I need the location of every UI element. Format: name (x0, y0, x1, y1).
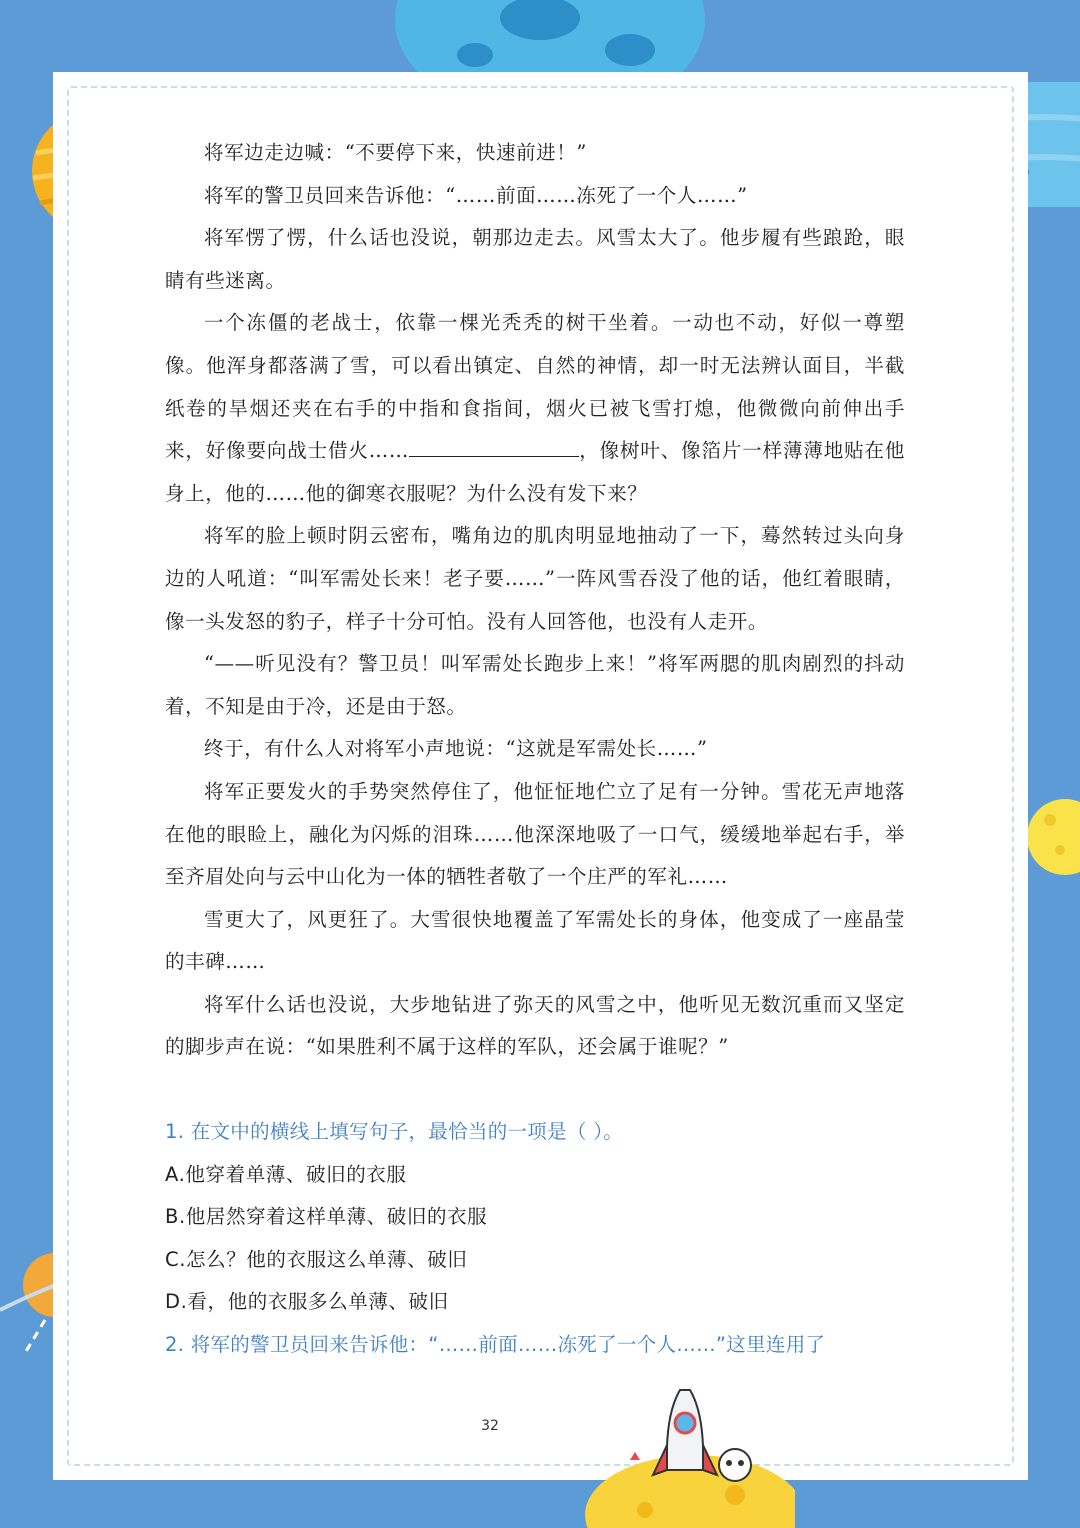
moon-illustration (1025, 795, 1080, 880)
story-paragraph: 将军的警卫员回来告诉他：“……前面……冻死了一个人……” (204, 183, 748, 207)
option-key: A. (165, 1162, 186, 1186)
story-paragraph: 将军什么话也没说，大步地钻进了弥天的风雪之中，他听见无数沉重而又坚定的脚步声在说：“如果胜利不属于这样的军队，还会属于谁呢？” (165, 992, 905, 1059)
story-paragraph: “——听见没有？警卫员！叫军需处长跑步上来！”将军两腮的肌肉剧烈的抖动着，不知是由于冷，还是由于怒。 (165, 652, 905, 718)
worksheet-page (53, 72, 1028, 1480)
story-paragraph: 将军愣了愣，什么话也没说，朝那边走去。风雪太大了。他步履有些踉跄，眼睛有些迷离。 (165, 226, 905, 292)
option-c (165, 1239, 905, 1282)
option-text: 他穿着单薄、破旧的衣服 (185, 1162, 407, 1186)
paragraph-text-before-blank: 一个冻僵的老战士，依靠一棵光秃秃的树干坐着。一动也不动，好似一尊塑像。他浑身都落满了雪，可以看出镇定、自然的神情，却一时无法辨认面目，半截纸卷的旱烟还夹在右手的中指和食指间，烟火已被飞雪打熄，他微微向前伸出手来，好像要向战士借火…… (165, 311, 905, 463)
option-key: D. (165, 1290, 188, 1314)
option-text: 他居然穿着这样单薄、破旧的衣服 (185, 1205, 488, 1229)
story-paragraph: 将军边走边喊：“不要停下来，快速前进！” (204, 141, 587, 164)
story-paragraph: 终于，有什么人对将军小声地说：“这就是军需处长……” (204, 737, 708, 761)
option-key: C. (165, 1247, 187, 1271)
question-1: 1. 在文中的横线上填写句子，最恰当的一项是（ ）。 (165, 1120, 624, 1144)
option-d (165, 1281, 905, 1324)
paragraph-text-after-blank: ，像树叶、像箔片一样薄薄地贴在他身上，他的……他的御寒衣服呢？为什么没有发下来？ (165, 439, 905, 505)
option-key: B. (165, 1205, 186, 1229)
reading-passage (165, 132, 905, 1367)
story-paragraph: 将军的脸上顿时阴云密布，嘴角边的肌肉明显地抽动了一下，蓦然转过头向身边的人吼道：“叫军需处长来！老子要……”一阵风雪吞没了他的话，他红着眼睛，像一头发怒的豹子，样子十分可怕。没有人回答他，也没有人走开。 (165, 524, 905, 633)
option-a (165, 1154, 905, 1197)
option-text: 怎么？他的衣服这么单薄、破旧 (186, 1247, 468, 1271)
ringed-planet-illustration (0, 1235, 55, 1355)
page-number: 32 (481, 1418, 499, 1434)
option-b (165, 1196, 905, 1239)
story-paragraph (165, 302, 905, 515)
option-text: 看，他的衣服多么单薄、破旧 (187, 1290, 449, 1314)
question-2: 2. 将军的警卫员回来告诉他：“……前面……冻死了一个人……”这里连用了 (165, 1333, 826, 1357)
rocket-illustration (585, 1375, 795, 1528)
fill-in-blank (409, 436, 579, 457)
story-paragraph: 雪更大了，风更狂了。大雪很快地覆盖了军需处长的身体，他变成了一座晶莹的丰碑…… (165, 907, 905, 974)
story-paragraph: 将军正要发火的手势突然停住了，他怔怔地伫立了足有一分钟。雪花无声地落在他的眼睑上，融化为闪烁的泪珠……他深深地吸了一口气，缓缓地举起右手，举至齐眉处向与云中山化为一体的牺牲者敬了一个庄严的军礼…… (165, 779, 905, 889)
